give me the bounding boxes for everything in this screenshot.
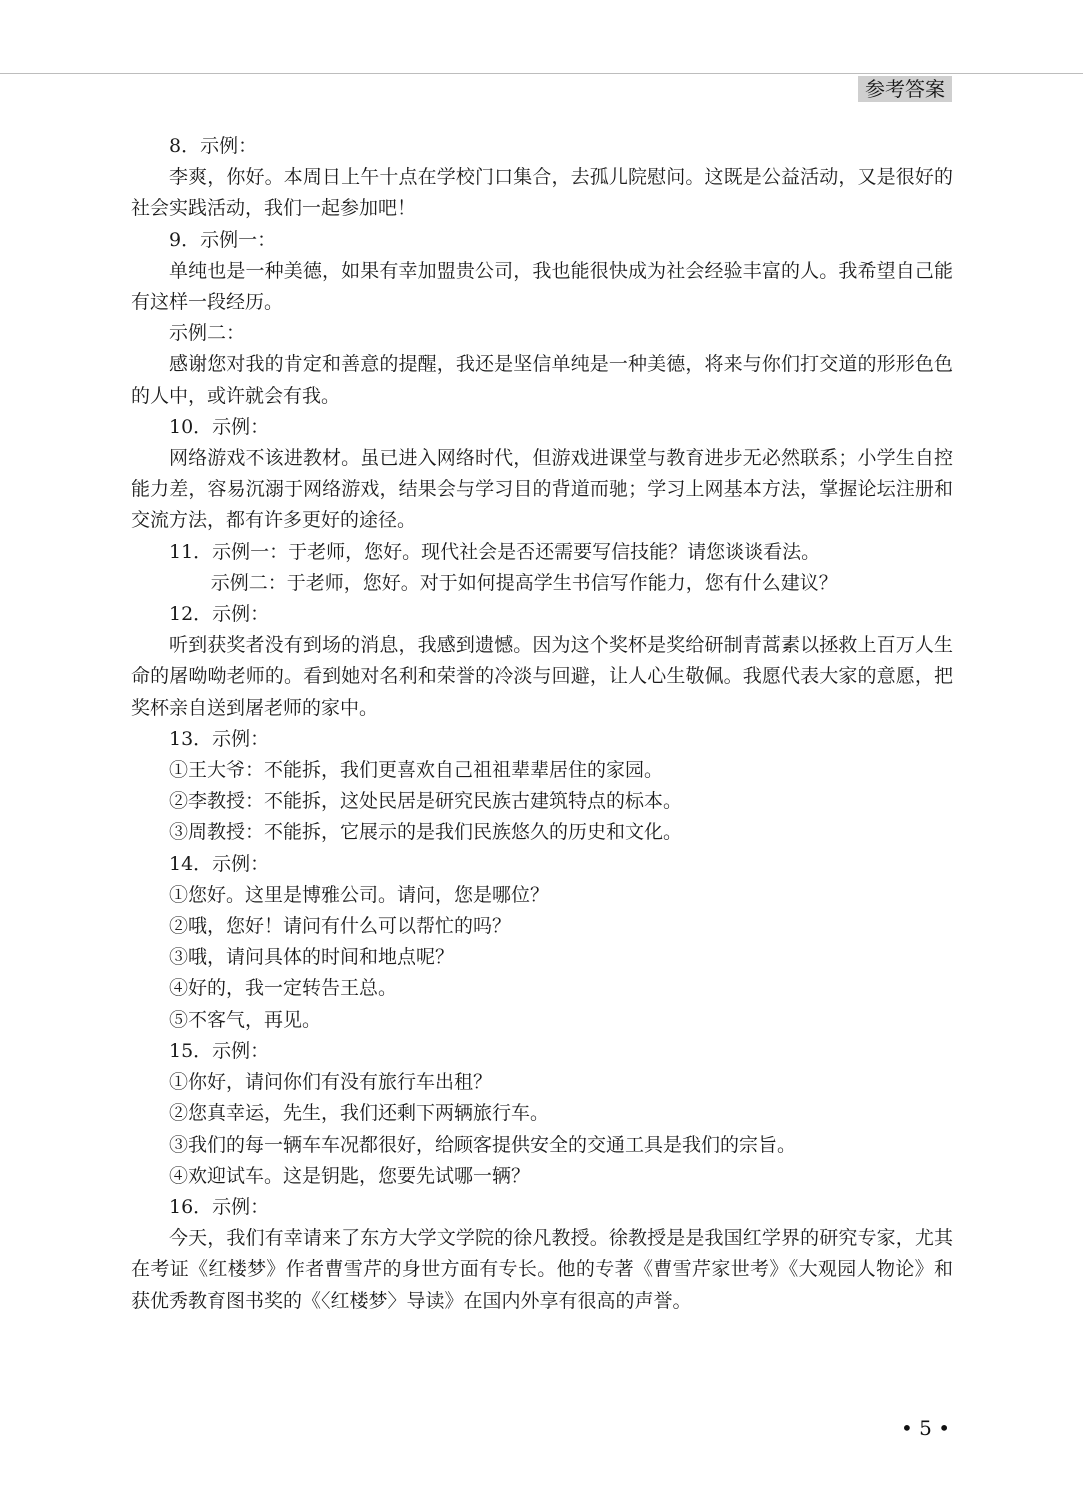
answer-paragraph: ②哦，您好！请问有什么可以帮忙的吗？ <box>169 915 512 938</box>
answer-paragraph: ③我们的每一辆车车况都很好，给顾客提供安全的交通工具是我们的宗旨。 <box>169 1133 797 1156</box>
page-number: • 5 • <box>900 1416 950 1440</box>
answer-paragraph: ②您真幸运，先生，我们还剩下两辆旅行车。 <box>169 1102 550 1125</box>
answer-paragraph: ③周教授：不能拆，它展示的是我们民族悠久的历史和文化。 <box>169 821 683 844</box>
answer-paragraph: 示例二：于老师，您好。对于如何提高学生书信写作能力，您有什么建议？ <box>210 571 838 594</box>
answer-paragraph: ③哦，请问具体的时间和地点呢？ <box>169 946 455 969</box>
answer-paragraph: ①王大爷：不能拆，我们更喜欢自己祖祖辈辈居住的家园。 <box>169 759 664 782</box>
answer-paragraph: 单纯也是一种美德，如果有幸加盟贵公司，我也能很快成为社会经验丰富的人。我希望自己能有这样一段经历。 <box>131 259 953 314</box>
header-rule <box>0 73 1083 74</box>
answer-paragraph: 今天，我们有幸请来了东方大学文学院的徐凡教授。徐教授是是我国红学界的研究专家，尤其在考证《红楼梦》作者曹雪芹的身世方面有专长。他的专著《曹雪芹家世考》《大观园人物论》和获优秀教育图书奖的《〈红楼梦〉导读》在国内外享有很高的声誉。 <box>131 1227 953 1312</box>
answer-paragraph: 14．示例： <box>169 852 270 875</box>
answer-paragraph: 16．示例： <box>169 1195 270 1218</box>
answer-paragraph: 网络游戏不该进教材。虽已进入网络时代，但游戏进课堂与教育进步无必然联系；小学生自控能力差，容易沉溺于网络游戏，结果会与学习目的背道而驰；学习上网基本方法，掌握论坛注册和交流方法，都有许多更好的途径。 <box>131 447 953 532</box>
answer-content <box>131 131 953 1317</box>
answer-paragraph: 示例二： <box>169 322 246 345</box>
answer-paragraph: 15．示例： <box>169 1039 270 1062</box>
answer-paragraph: 感谢您对我的肯定和善意的提醒，我还是坚信单纯是一种美德，将来与你们打交道的形形色色的人中，或许就会有我。 <box>131 353 953 407</box>
answer-paragraph: 13．示例： <box>169 727 270 750</box>
answer-paragraph: 8．示例： <box>169 135 258 157</box>
answer-paragraph: 听到获奖者没有到场的消息，我感到遗憾。因为这个奖杯是奖给研制青蒿素以拯救上百万人生命的屠呦呦老师的。看到她对名利和荣誉的冷淡与回避，让人心生敬佩。我愿代表大家的意愿，把奖杯亲自送到屠老师的家中。 <box>131 634 953 719</box>
answer-paragraph: 9．示例一： <box>169 228 277 251</box>
answer-paragraph: ①你好，请问你们有没有旅行车出租？ <box>169 1071 493 1094</box>
answer-paragraph: 10．示例： <box>169 415 270 438</box>
answer-paragraph: ④好的，我一定转告王总。 <box>169 977 398 1000</box>
answer-paragraph: ②李教授：不能拆，这处民居是研究民族古建筑特点的标本。 <box>169 790 683 813</box>
answer-paragraph: 12．示例： <box>169 603 270 626</box>
section-badge: 参考答案 <box>858 76 952 102</box>
answer-paragraph: 11．示例一：于老师，您好。现代社会是否还需要写信技能？请您谈谈看法。 <box>169 540 821 563</box>
answer-paragraph: ①您好。这里是博雅公司。请问，您是哪位？ <box>169 883 550 906</box>
answer-paragraph: ④欢迎试车。这是钥匙，您要先试哪一辆？ <box>169 1164 531 1187</box>
answer-paragraph: 李爽，你好。本周日上午十点在学校门口集合，去孤儿院慰问。这既是公益活动，又是很好的社会实践活动，我们一起参加吧！ <box>131 166 953 220</box>
answer-paragraph: ⑤不客气，再见。 <box>169 1008 322 1031</box>
